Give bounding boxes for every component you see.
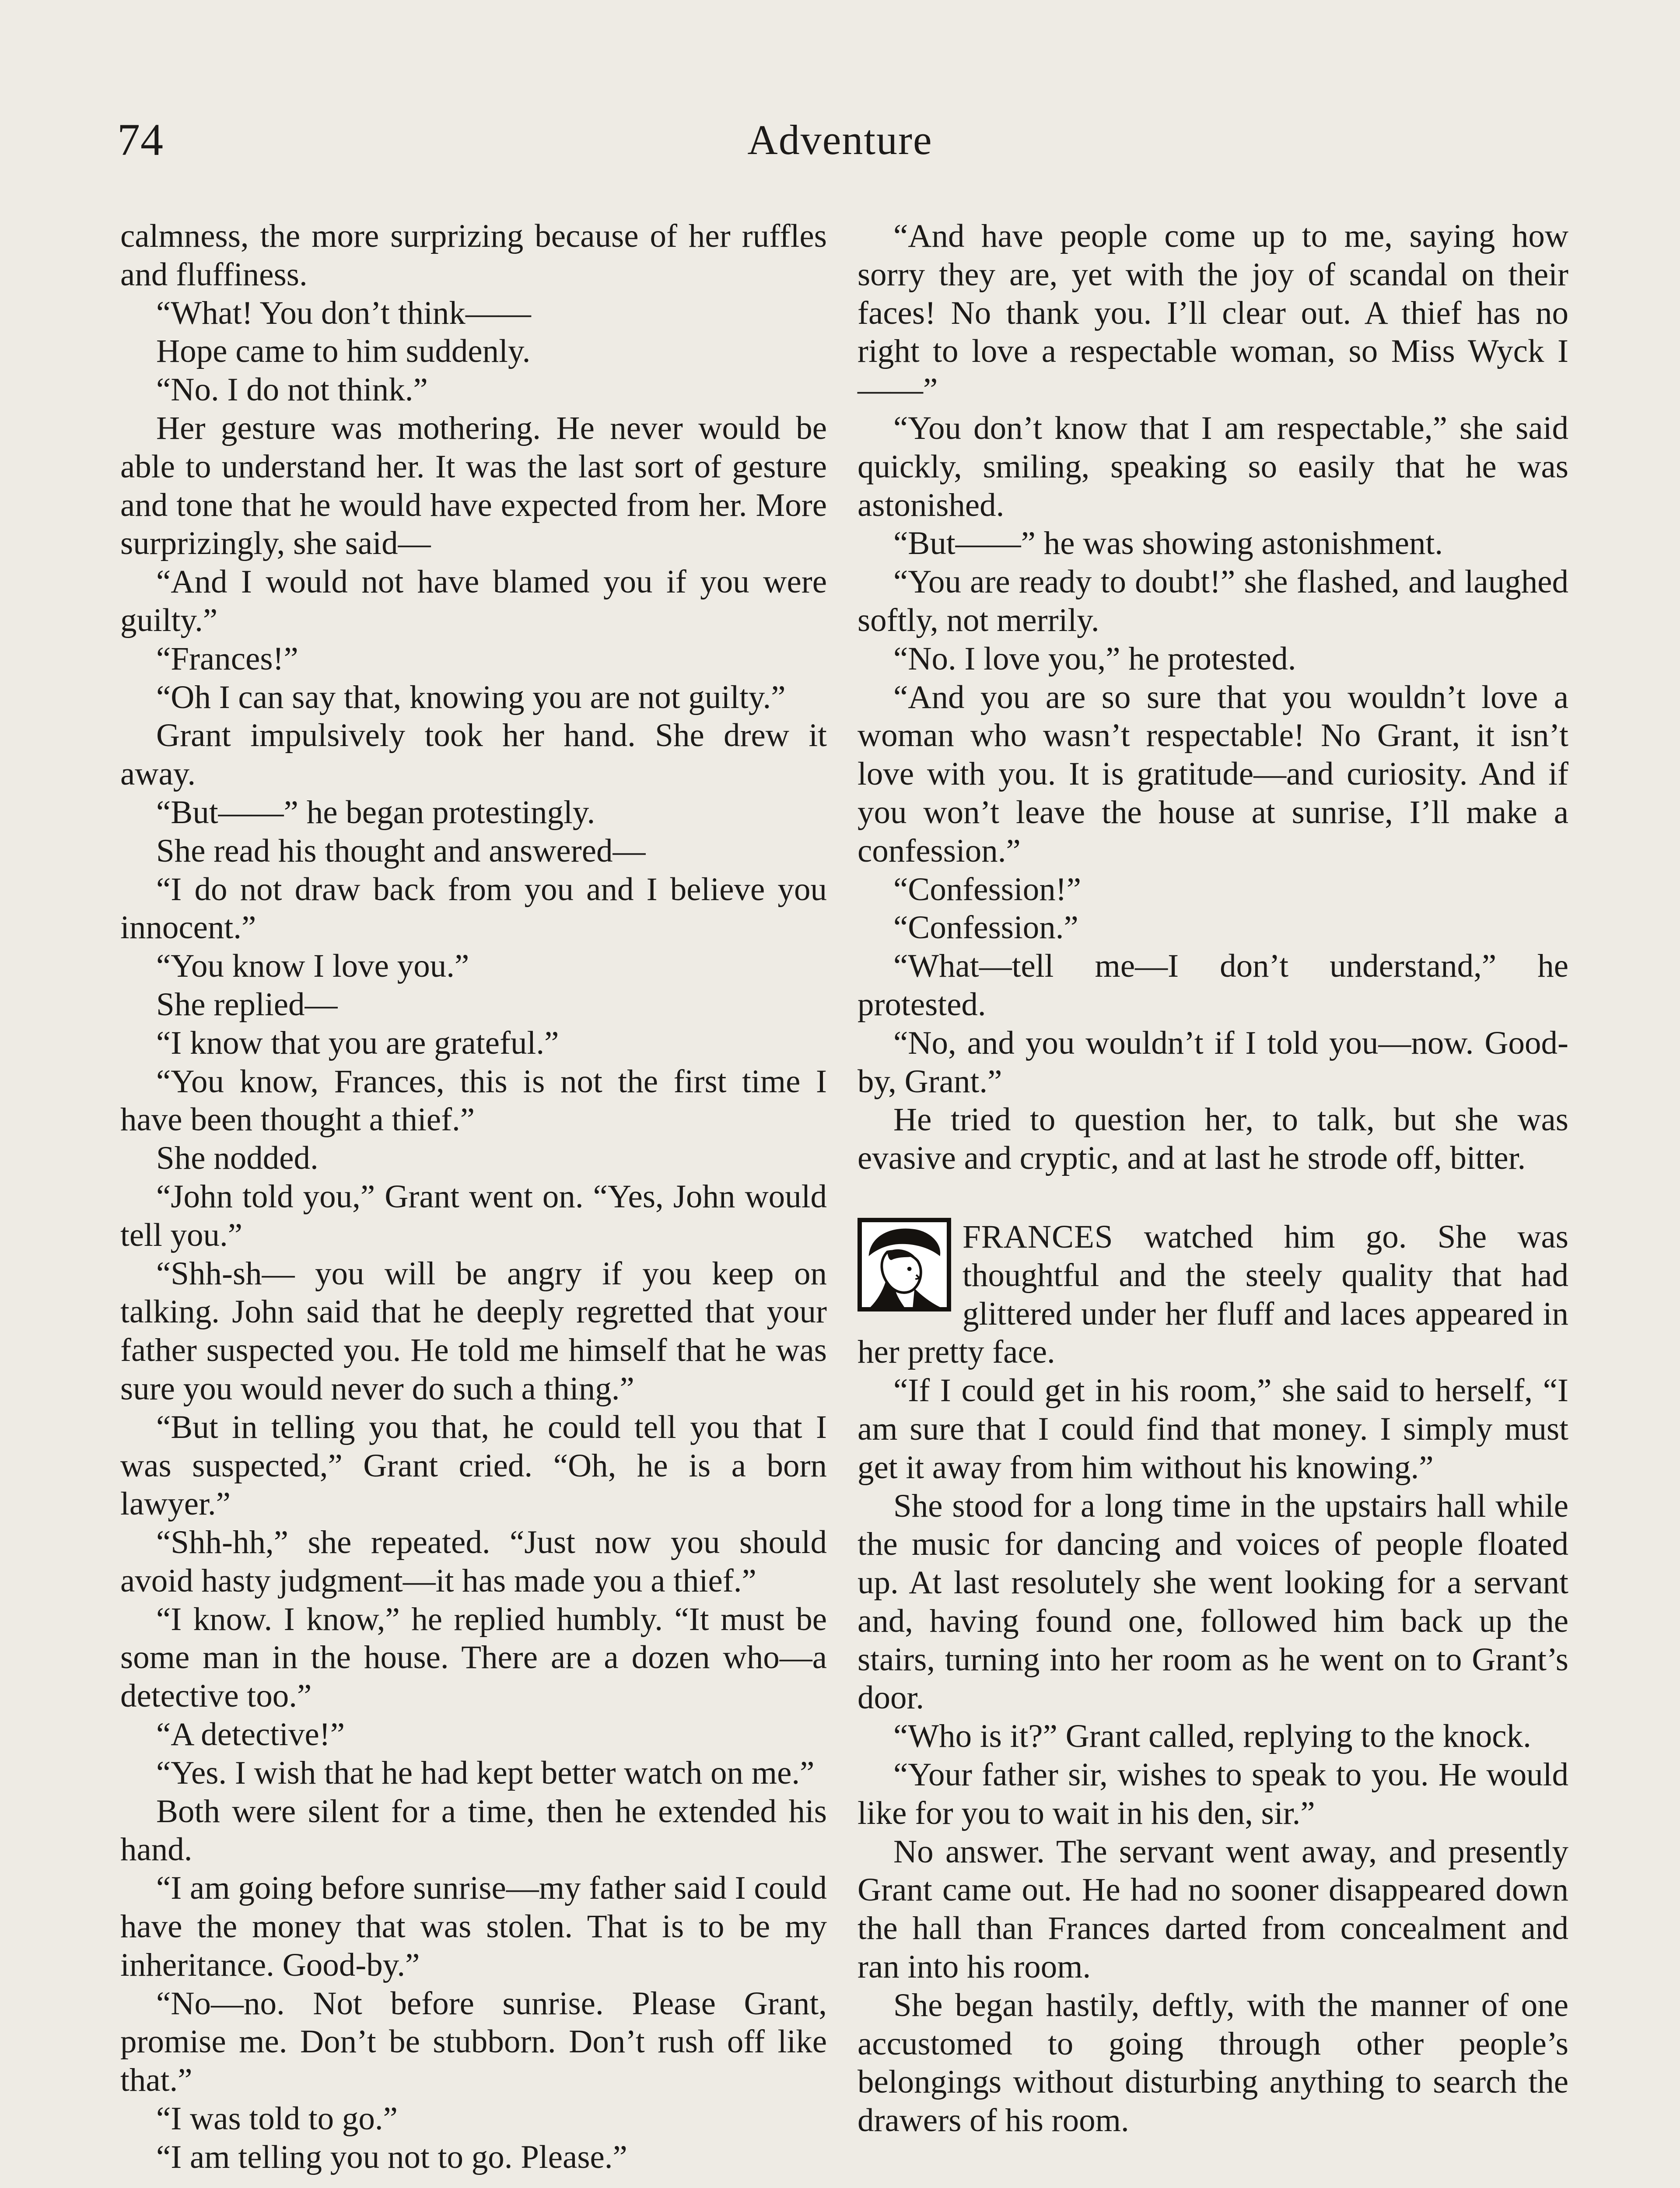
paragraph: “But——” he was showing astonishment.: [893, 525, 1443, 562]
paragraph: calmness, the more surprizing because of her ruffles and fluffiness.: [120, 218, 827, 293]
paragraph: “I was told to go.”: [156, 2100, 398, 2137]
running-head-title: Adventure: [747, 116, 933, 163]
right-column: [858, 217, 1568, 2140]
paragraph: “No—no. Not before sunrise. Please Grant, promise me. Don’t be stubborn. Don’t rush off like that.”: [120, 1985, 827, 2099]
paragraph: She nodded.: [156, 1140, 318, 1177]
paragraph: “I know that you are grateful.”: [156, 1024, 559, 1061]
section-lead-paragraph: [858, 1218, 1568, 1371]
paragraph: “Who is it?” Grant called, replying to the knock.: [893, 1718, 1531, 1755]
paragraph: “You know I love you.”: [156, 948, 469, 985]
paragraph: “Shh-hh,” she repeated. “Just now you should avoid hasty judgment—it has made you a thief.”: [120, 1524, 827, 1599]
paragraph: Both were silent for a time, then he extended his hand.: [120, 1793, 827, 1868]
paragraph: She began hastily, deftly, with the manner of one accustomed to going through other people’s belongings without disturbing anything to search the drawers of his room.: [858, 1987, 1568, 2139]
paragraph: “And have people come up to me, saying how sorry they are, yet with the joy of scandal on their faces! No thank you. I’ll clear out. A thief has no right to love a respectable woman, so Miss Wyck I——”: [858, 218, 1568, 408]
paragraph: “Confession.”: [893, 909, 1078, 946]
paragraph: “You are ready to doubt!” she flashed, and laughed softly, not merrily.: [858, 564, 1568, 638]
lead-rest: watched him go. She was thoughtful and the steely quality that had glittered under her fluff and laces appeared in her pretty face.: [858, 1218, 1568, 1371]
paragraph: “A detective!”: [156, 1716, 345, 1753]
paragraph: “Yes. I wish that he had kept better watch on me.”: [156, 1754, 815, 1791]
paragraph: She stood for a long time in the upstairs hall while the music for dancing and voices of people floated up. At last resolutely she went looking for a servant and, having found one, followed him back up the stairs, turning into her room as he went on to Grant’s door.: [858, 1487, 1568, 1716]
page-number: 74: [117, 115, 164, 165]
paragraph: She read his thought and answered—: [156, 832, 646, 869]
paragraph: “Frances!”: [156, 640, 298, 677]
decorative-initial-portrait-icon: [858, 1218, 951, 1311]
paragraph: “What! You don’t think——: [156, 295, 531, 331]
paragraph: “No. I do not think.”: [156, 372, 428, 408]
paragraph: Hope came to him suddenly.: [156, 333, 531, 370]
left-column: [120, 217, 827, 2177]
paragraph: “Your father sir, wishes to speak to you. He would like for you to wait in his den, sir.”: [858, 1757, 1568, 1831]
paragraph: Her gesture was mothering. He never would be able to understand her. It was the last sort of gesture and tone that he would have expected from her. More surprizingly, she said—: [120, 410, 827, 562]
paragraph: “I am telling you not to go. Please.”: [156, 2139, 627, 2175]
paragraph: “You know, Frances, this is not the first time I have been thought a thief.”: [120, 1063, 827, 1138]
paragraph: Grant impulsively took her hand. She drew it away.: [120, 717, 827, 792]
paragraph: “No. I love you,” he protested.: [893, 640, 1296, 677]
section-break: [858, 1178, 1568, 1218]
paragraph: She replied—: [156, 986, 338, 1023]
paragraph: “Oh I can say that, knowing you are not guilty.”: [156, 679, 786, 715]
paragraph: “Confession!”: [893, 871, 1082, 908]
paragraph: “But——” he began protestingly.: [156, 794, 595, 831]
paragraph: “I am going before sunrise—my father said I could have the money that was stolen. That is to be my inheritance. Good-by.”: [120, 1870, 827, 1983]
paragraph: “No, and you wouldn’t if I told you—now. Good-by, Grant.”: [858, 1024, 1568, 1100]
paragraph: “I know. I know,” he replied humbly. “It must be some man in the house. There are a dozen who—a detective too.”: [120, 1601, 827, 1715]
paragraph: “I do not draw back from you and I believe you innocent.”: [120, 871, 827, 946]
paragraph: “If I could get in his room,” she said to herself, “I am sure that I could find that money. I simply must get it away from him without his knowing.”: [858, 1372, 1568, 1486]
paragraph: He tried to question her, to talk, but she was evasive and cryptic, and at last he strode off, bitter.: [858, 1101, 1568, 1177]
paragraph: No answer. The servant went away, and presently Grant came out. He had no sooner disappeared down the hall than Frances darted from concealment and ran into his room.: [858, 1833, 1568, 1985]
lead-caps: FRANCES: [962, 1218, 1113, 1255]
paragraph: “Shh-sh— you will be angry if you keep on talking. John said that he deeply regretted that your father suspected you. He told me himself that he was sure you would never do such a thing.”: [120, 1255, 827, 1407]
paragraph: “But in telling you that, he could tell you that I was suspected,” Grant cried. “Oh, he is a born lawyer.”: [120, 1409, 827, 1522]
paragraph: “What—tell me—I don’t understand,” he protested.: [858, 948, 1568, 1023]
paragraph: “And you are so sure that you wouldn’t love a woman who wasn’t respectable! No Grant, it isn’t love with you. It is gratitude—and curiosity. And if you won’t leave the house at sunrise, I’ll make a confession.”: [858, 679, 1568, 869]
paragraph: “John told you,” Grant went on. “Yes, John would tell you.”: [120, 1178, 827, 1253]
paragraph: “And I would not have blamed you if you were guilty.”: [120, 564, 827, 638]
paragraph: “You don’t know that I am respectable,” she said quickly, smiling, speaking so easily that he was astonished.: [858, 410, 1568, 523]
